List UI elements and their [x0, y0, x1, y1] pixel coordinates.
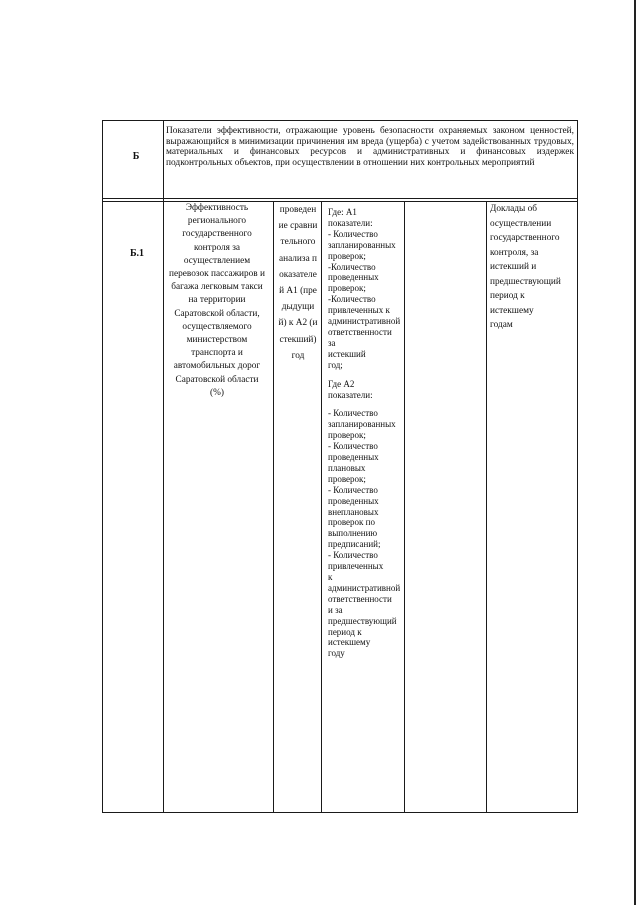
formula-line: показатели: — [328, 217, 373, 228]
formula-line: предшествующий период к — [328, 615, 397, 637]
formula-line: привлеченных к — [328, 305, 390, 316]
indicator-name: Эффективность регионального государственного контроля за осуществлением перевозок пассажиров и багажа легковым такси на территории Саратовской области, осуществляемого министерством транспорта и автомобильных дорог Саратовской области (%) — [169, 203, 265, 398]
column-divider — [163, 120, 164, 813]
formula-line: -Количество — [328, 261, 376, 272]
column-divider — [273, 201, 274, 813]
column-divider — [486, 201, 487, 813]
formula-line: - Количество — [328, 550, 378, 561]
formula-line: привлеченных — [328, 561, 384, 572]
formula-line: - Количество — [328, 228, 378, 239]
table-top-border — [102, 120, 578, 121]
formula-line: административной — [328, 316, 401, 327]
formula-line: административной — [328, 582, 401, 593]
row-code: Б.1 — [129, 248, 145, 259]
formula-line: проведенных — [328, 452, 379, 463]
formula-line: - Количество — [328, 484, 378, 495]
report-line: Доклады об — [490, 204, 537, 214]
formula-line: проверок; — [328, 473, 366, 484]
formula-line: проверок по — [328, 517, 375, 528]
formula-line: проверок; — [328, 283, 366, 294]
formula-line: Где А2 — [328, 378, 355, 389]
formula-line: проверок; — [328, 250, 366, 261]
table-left-border — [102, 120, 103, 813]
formula-line: году — [328, 648, 345, 659]
report-line: предшествующий период к — [490, 276, 561, 301]
column-divider — [404, 201, 405, 813]
calculation-method: проведение сравнительного анализа показателей А1 (предыдущий) к А2 (истекший) год — [278, 205, 318, 361]
column-divider — [321, 201, 322, 813]
formula-gap — [328, 371, 400, 379]
formula-line: -Количество — [328, 294, 376, 305]
report-line: истекший и — [490, 262, 537, 272]
formula-line: - Количество — [328, 441, 378, 452]
formula-line: плановых — [328, 462, 366, 473]
formula-line: и за — [328, 604, 343, 615]
formula-description — [328, 207, 400, 659]
formula-line: ответственности за — [328, 326, 392, 348]
formula-line: год; — [328, 359, 343, 370]
report-line: государственного контроля, за — [490, 233, 560, 258]
report-line: истекшему — [490, 305, 534, 316]
row-divider — [102, 198, 578, 199]
formula-line: проведенных — [328, 272, 379, 283]
section-description: Показатели эффективности, отражающие уровень безопасности охраняемых законом ценностей, выражающийся в минимизации причинения им вреда (ущерба) с учетом задействованных трудовых, материальных и финансовых ресурсов и административных и финансовых издержек подконтрольных объектов, при осуществлении в отношении них контрольных мероприятий — [166, 126, 574, 168]
formula-line: выполнению — [328, 528, 378, 539]
table-right-border — [577, 120, 578, 813]
formula-line: запланированных проверок; — [328, 419, 396, 441]
formula-line: к — [328, 572, 333, 582]
section-code: Б — [132, 151, 140, 162]
formula-line: внеплановых — [328, 506, 379, 517]
formula-line: запланированных — [328, 239, 396, 250]
table-bottom-border — [102, 812, 578, 813]
formula-line: показатели: — [328, 389, 373, 400]
report-line: осуществлении — [490, 218, 552, 229]
formula-line: истекший — [328, 348, 366, 359]
formula-line: ответственности — [328, 593, 392, 604]
formula-gap — [328, 400, 400, 408]
formula-line: проведенных — [328, 495, 379, 506]
source-of-data — [490, 202, 572, 333]
report-line: годам — [490, 320, 513, 330]
formula-line: предписаний; — [328, 539, 381, 550]
formula-line: - Количество — [328, 408, 378, 419]
formula-line: Где: А1 — [328, 207, 357, 217]
formula-line: истекшему — [328, 637, 371, 648]
scan-edge — [634, 0, 636, 905]
